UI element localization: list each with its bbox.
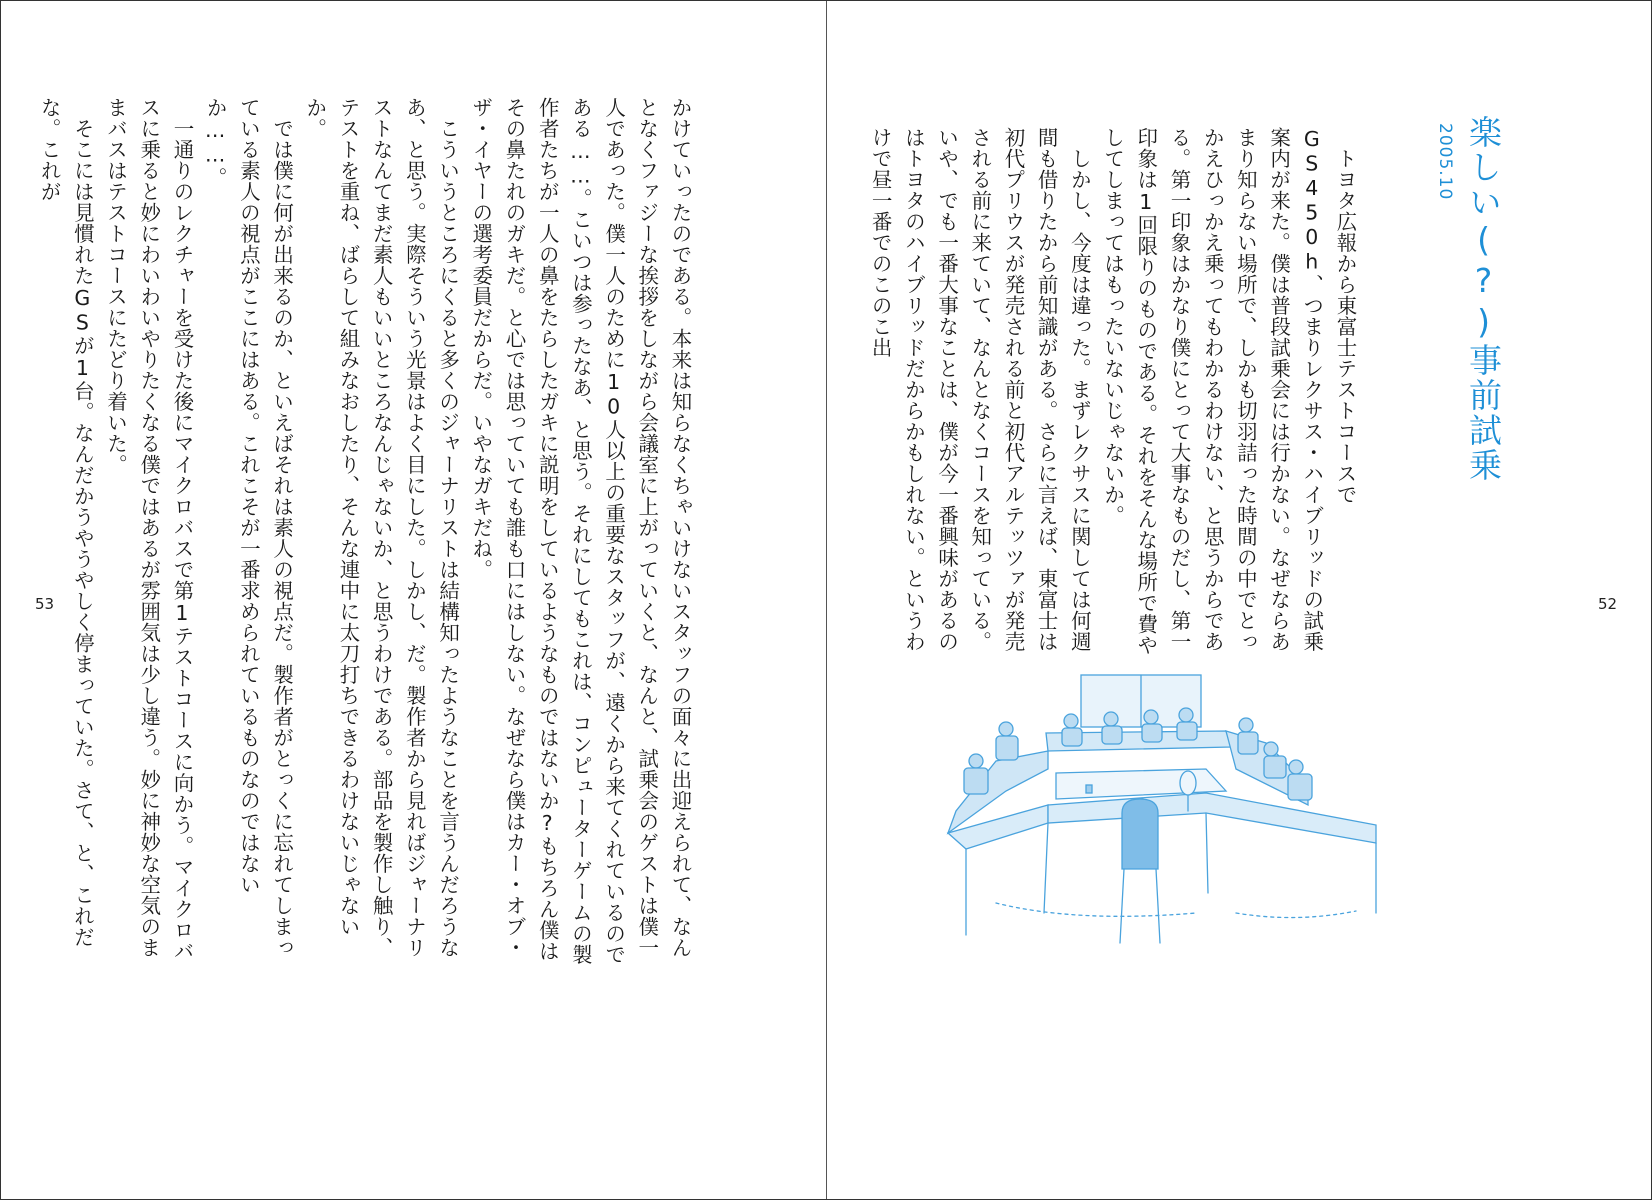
paragraph: トヨタ広報から東富士テストコースでGS450h、つまりレクサス・ハイブリッドの試乗案内が来た。僕は普段試乗会には行かない。なぜならあまり知らない場所で、しかも切羽詰った時間の中でとっかえひっかえ乗ってもわかるわけない、と思うからである。第一印象はかなり僕にとって大事なものだし、第一印象は1回限りのものである。それをそんな場所で費やしてしまってはもったいないじゃないか。 (1100, 127, 1357, 656)
paragraph: こういうところにくると多くのジャーナリストは結構知ったようなことを言うんだろうなあ、と思う。実際そういう光景はよく目にした。しかし、だ。製作者から見ればジャーナリストなんてまだ素人もいいところなんじゃないか、と思うわけである。部品を製作し触り、テストを重ね、ばらして組みなおしたり、そんな連中に太刀打ちできるわけないじゃないか。 (302, 97, 460, 958)
article-date: 2005.10 (1435, 123, 1455, 201)
paragraph: かけていったのである。本来は知らなくちゃいけないスタッフの面々に出迎えられて、なんとなくファジーな挨拶をしながら会議室に上がっていくと、なんと、試乗会のゲストは僕一人であった。僕一人のために10人以上の重要なスタッフが、遠くから来てくれているのである……。こいつは参ったなあ、と思う。それにしてもこれは、コンピューターゲームの製作者たちが一人の鼻をたらしたガキに説明をしているようなものではないか?もちろん僕はその鼻たれのガキだ。と心では思っていても誰も口にはしない。なぜなら僕はカー・オブ・ザ・イヤーの選考委員だからだ。いやなガキだね。 (468, 97, 692, 965)
article-title: 楽しい(?)事前試乗 (1464, 115, 1503, 483)
paragraph: そこには見慣れたGSが1台。なんだかうやうやしく停まっていた。さて、と、これだな。これが (37, 97, 95, 947)
gutter-divider (826, 1, 827, 1199)
page-number-left: 53 (35, 595, 55, 613)
paragraph: 一通りのレクチャーを受けた後にマイクロバスで第1テストコースに向かう。マイクロバスに乗ると妙にわいわいやりたくなる僕ではあるが雰囲気は少し違う。妙に神妙な空気のままバスはテストコースにたどり着いた。 (103, 97, 194, 961)
meeting-room-sketch (936, 673, 1386, 959)
paragraph: では僕に何が出来るのか、といえばそれは素人の視点だ。製作者がとっくに忘れてしまっている素人の視点がここにはある。これこそが一番求められているものなのではないか……。 (203, 97, 294, 958)
right-page-body (868, 127, 1361, 657)
paragraph: しかし、今度は違った。まずレクサスに関しては何週間も借りたから前知識がある。さらに言えば、東富士は初代プリウスが発売される前と初代アルテッツァが発売される前に来ていて、なんとなくコースを知っている。いや、でも一番大事なことは、僕が今一番興味があるのはトヨタのハイブリッドだからかもしれない。というわけで昼一番でのこのこ出 (868, 127, 1092, 652)
page-number-right: 52 (1598, 595, 1618, 613)
